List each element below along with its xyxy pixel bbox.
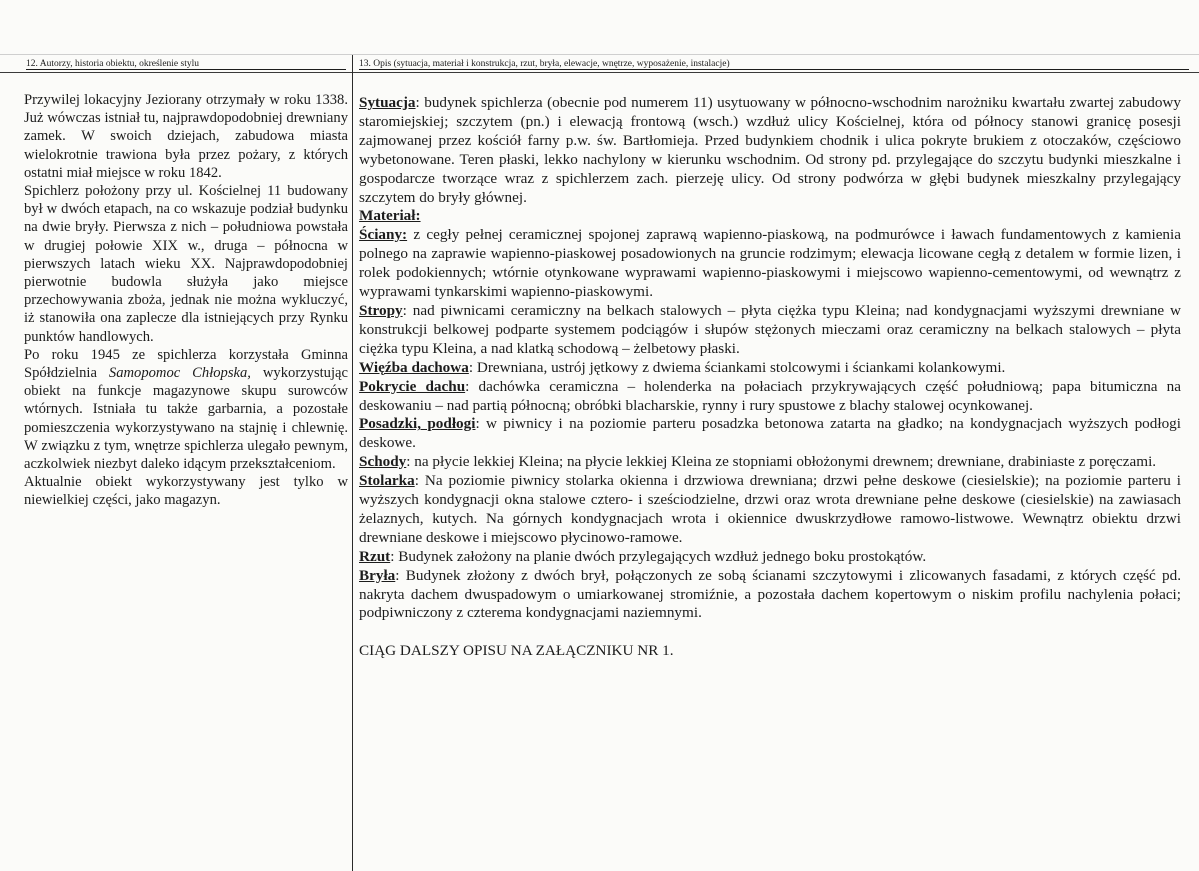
schody-paragraph — [359, 453, 1181, 472]
bryla-paragraph — [359, 567, 1181, 624]
section-13-heading: 13. Opis (sytuacja, materiał i konstrukcja, rzut, bryła, elewacje, wnętrze, wyposażenie, instalacje) — [359, 59, 1189, 70]
form-header — [0, 57, 1199, 72]
history-paragraph-4: Aktualnie obiekt wykorzystywany jest tylko w niewielkiej części, jako magazyn. — [24, 474, 348, 509]
sytuacja-text: : budynek spichlerza (obecnie pod numerem 11) usytuowany w północno-wschodnim narożniku kwartału zwartej zabudowy staromiejskiej; szczytem (pn.) i elewacją frontową (wsch.) wzdłuż ulicy Kościelnej, która od północy stanowi granicę posesji zajmowanej przez kościół farny p.w. św. Bartłomieja. Przed budynkiem chodnik i ulica pokryte brukiem z otoczaków, częściowo wybetonowane. Teren płaski, lekko nachylony w kierunku wschodnim. Od strony pd. przylegające do szczytu budynki mieszkalne i gospodarcze tworzące wraz z spichlerzem zach. pierzeję ulicy. Od strony podwórza w głębi budynek mieszkalny przylegający szczytem do bryły głównej. — [359, 94, 1181, 206]
rzut-paragraph — [359, 548, 1181, 567]
section-12-heading: 12. Autorzy, historia obiektu, określenie stylu — [26, 59, 346, 70]
history-paragraph-3 — [24, 346, 348, 473]
history-paragraph-2: Spichlerz położony przy ul. Kościelnej 11 budowany był w dwóch etapach, na co wskazuje podział budynku na dwie bryły. Pierwsza z nich – południowa powstała w drugiej połowie XIX w., druga – północna w pierwszych latach wieku XX. Najprawdopodobniej pierwotnie budowla służyła jako miejsce przechowywania zboża, jednak nie można wykluczyć, iż stanowiła ona zaplecze dla istniejących przy Rynku punktów handlowych. — [24, 183, 348, 345]
stropy-label: Stropy — [359, 301, 403, 319]
stolarka-paragraph — [359, 472, 1181, 548]
sciany-paragraph — [359, 226, 1181, 302]
bryla-text: : Budynek złożony z dwóch brył, połączonych ze sobą ścianami szczytowymi i zlicowanych fasadami, z których część pd. nakryta dachem dwuspadowym o umiarkowanej stromiźnie, a pozostała dachem kopertowym o niskim profilu nachylenia połaci; podpiwniczony z czterema kondygnacjami naziemnymi. — [359, 566, 1181, 622]
history-column — [24, 91, 348, 510]
pokrycie-label: Pokrycie dachu — [359, 377, 466, 395]
description-column — [359, 94, 1181, 661]
posadzki-label: Posadzki, podłogi — [359, 415, 476, 433]
schody-label: Schody — [359, 453, 407, 471]
sciany-label: Ściany: — [359, 226, 408, 244]
top-rule — [0, 54, 1199, 55]
stropy-paragraph — [359, 302, 1181, 359]
cooperative-name: Samopomoc Chłopska, — [108, 365, 251, 382]
stolarka-text: : Na poziomie piwnicy stolarka okienna i drzwiowa drewniana; drzwi pełne deskowe (ciesielskie); na poziomie parteru i wyższych kondygnacji okna stalowe cztero- i sześciodzielne, drzwi oraz wrota drewniane pełne deskowe (ciesielskie) na zawiasach żelaznych, kutych. Na górnych kondygnacjach wrota i okiennice dwuskrzydłowe ramowo-listwowe. Wewnątrz obiektu drzwi drewniane deskowe i miejscowo płycinowo-ramowe. — [359, 472, 1181, 546]
pokrycie-text: : dachówka ceramiczna – holenderka na połaciach przykrywających część południową; papa bitumiczna na deskowaniu – nad partią północną; obróbki blacharskie, rynny i rury spustowe z blachy stalowej ocynkowanej. — [359, 377, 1181, 414]
wiezba-paragraph — [359, 359, 1181, 378]
stolarka-label: Stolarka — [359, 472, 415, 490]
wiezba-text: : Drewniana, ustrój jętkowy z dwiema ściankami stolcowymi i ściankami kolankowymi. — [468, 358, 1006, 376]
schody-text: : na płycie lekkiej Kleina; na płycie lekkiej Kleina ze stopniami obłożonymi drewnem; drewniane, drabiniaste z poręczami. — [406, 453, 1157, 471]
rzut-label: Rzut — [359, 547, 391, 565]
pokrycie-paragraph — [359, 378, 1181, 416]
material-heading-paragraph — [359, 207, 1181, 226]
bryla-label: Bryła — [359, 566, 396, 584]
wiezba-label: Więźba dachowa — [359, 358, 469, 376]
sciany-text: z cegły pełnej ceramicznej spojonej zaprawą wapienno-piaskową, na podmurówce i ławach fundamentowych z kamienia polnego na zaprawie wapienno-piaskowej posadowionych na gruncie rodzimym; elewacja licowane cegłą z detalem w formie lizen, i rolek podokiennych; wtórnie otynkowane wyprawami wapienno-piaskowymi i miejscowo wapienno-cementowymi, od wewnątrz z wyprawami tynkarskimi wapienno-piaskowymi. — [359, 226, 1181, 301]
posadzki-paragraph — [359, 415, 1181, 453]
sytuacja-paragraph — [359, 94, 1181, 207]
sytuacja-label: Sytuacja — [359, 94, 416, 111]
rzut-text: : Budynek założony na planie dwóch przylegających wzdłuż jednego boku prostokątów. — [390, 547, 927, 565]
history-paragraph-3-end: wykorzystując obiekt na funkcje magazynowe skupu surowców wtórnych. Istniała tu także garbarnia, a pozostałe pomieszczenia wykorzystywano na stajnię i chlewnię. W związku z tym, wnętrze spichlerza ulegało pewnym, aczkolwiek niezbyt daleko idącym przekształceniom. — [24, 365, 348, 473]
posadzki-text: : w piwnicy i na poziomie parteru posadzka betonowa zatarta na gładko; na kondygnacjach wyższych podłogi deskowe. — [359, 415, 1181, 452]
material-heading: Materiał: — [359, 207, 421, 225]
history-paragraph-3-start: Po roku 1945 ze spichlerza korzystała Gminna Spółdzielnia — [24, 346, 348, 382]
header-rule — [0, 72, 1199, 73]
history-paragraph-1: Przywilej lokacyjny Jeziorany otrzymały w roku 1338. Już wówczas istniał tu, najprawdopodobniej drewniany zamek. W swoich dziejach, zabudowa miasta wielokrotnie trawiona była przez pożary, z których ostatni miał miejsce w roku 1842. — [24, 92, 348, 181]
column-divider — [352, 55, 353, 871]
continuation-note: CIĄG DALSZY OPISU NA ZAŁĄCZNIKU NR 1. — [359, 642, 674, 660]
stropy-text: : nad piwnicami ceramiczny na belkach stalowych – płyta ciężka typu Kleina; nad kondygnacjami wyższymi drewniane w konstrukcji belkowej podparte systemem podciągów i słupów stężonych mieczami oraz ceramiczny na belkach stalowych – płyta ciężka typu Kleina, a nad klatką schodową – żelbetowy płaski. — [359, 301, 1181, 357]
